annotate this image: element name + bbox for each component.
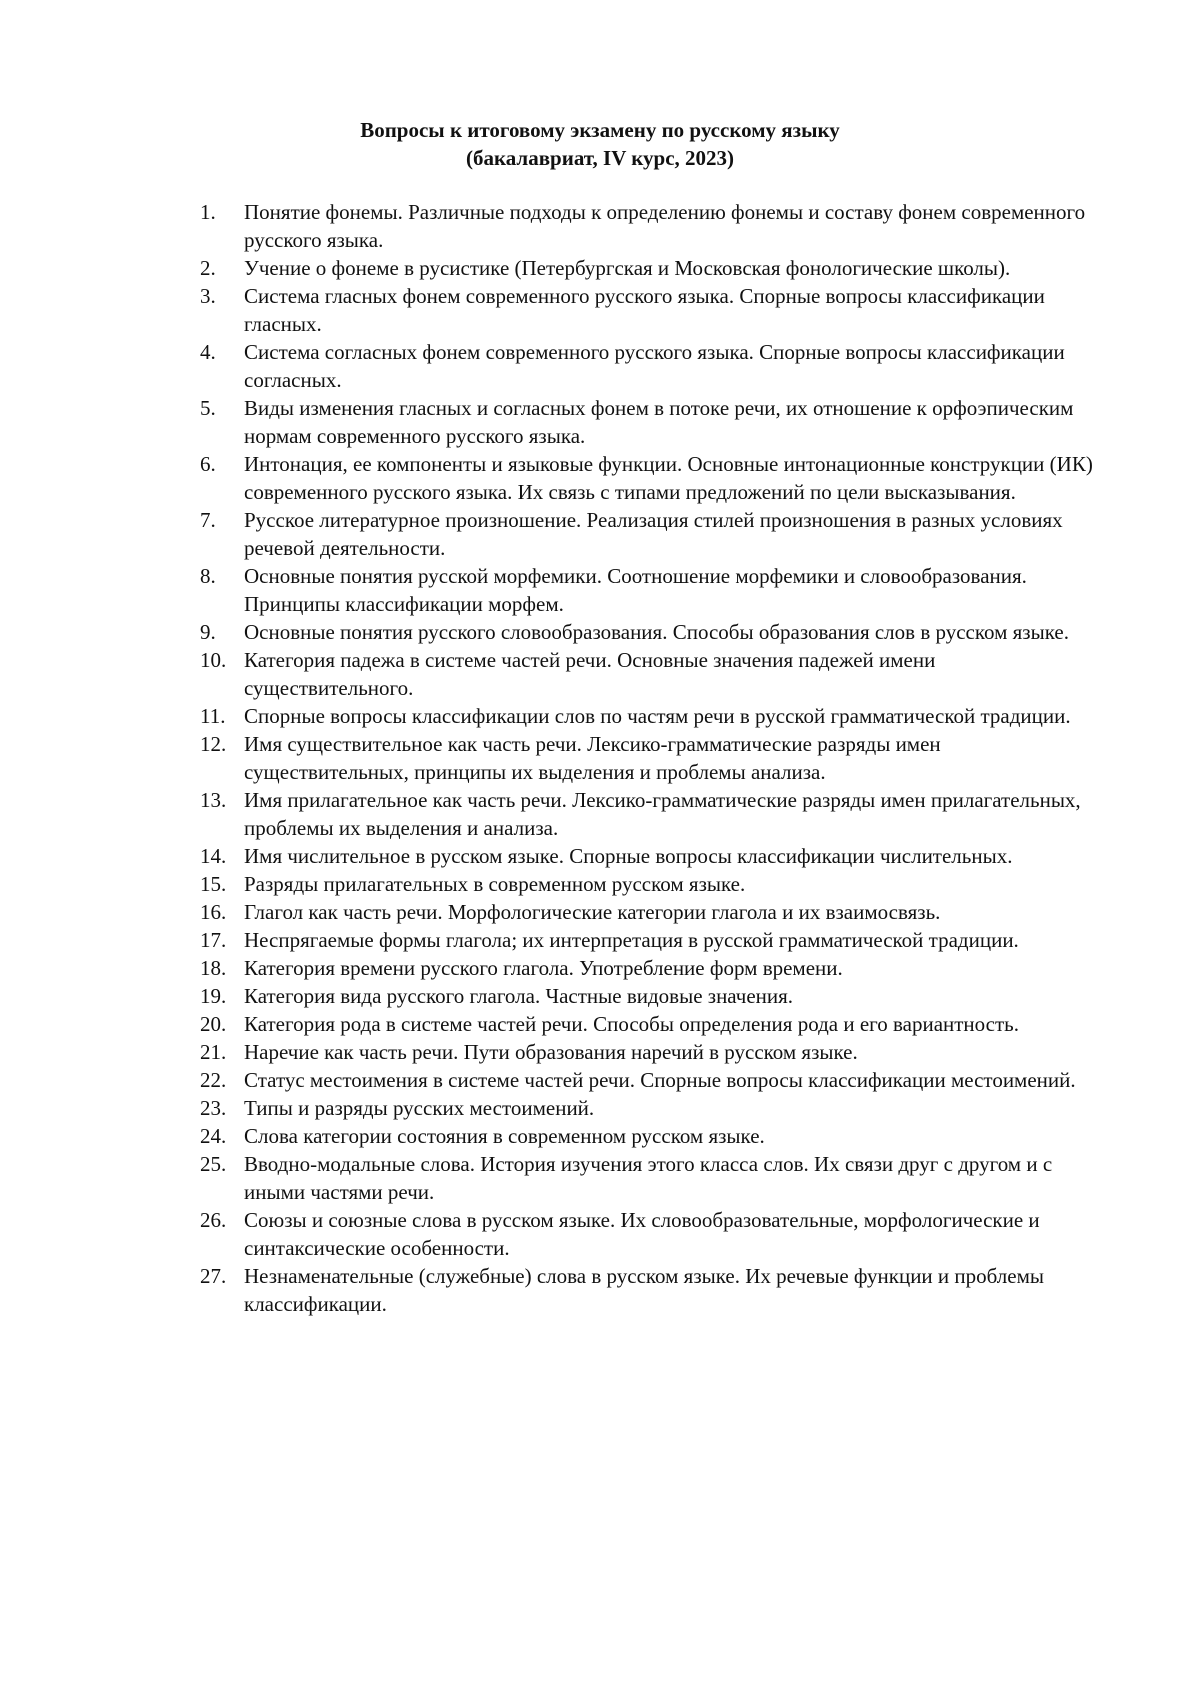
list-item [200, 646, 1100, 702]
list-item [200, 1066, 1100, 1094]
item-number: 20. [200, 1012, 227, 1036]
list-item [200, 730, 1100, 786]
item-number: 27. [200, 1264, 227, 1288]
list-item [200, 702, 1100, 730]
item-number: 1. [200, 200, 216, 224]
item-number: 18. [200, 956, 227, 980]
list-item [200, 1206, 1100, 1262]
item-number: 12. [200, 732, 227, 756]
document-title [0, 116, 1200, 172]
item-text: Слова категории состояния в современном русском языке. [244, 1124, 765, 1148]
item-number: 25. [200, 1152, 227, 1176]
item-text: Система согласных фонем современного русского языка. Спорные вопросы классификации согласных. [244, 340, 1065, 392]
item-text: Категория вида русского глагола. Частные видовые значения. [244, 984, 794, 1008]
list-item [200, 562, 1100, 618]
list-item [200, 842, 1100, 870]
item-text: Типы и разряды русских местоимений. [244, 1096, 595, 1120]
item-number: 15. [200, 872, 227, 896]
item-number: 21. [200, 1040, 227, 1064]
list-item [200, 1038, 1100, 1066]
item-text: Разряды прилагательных в современном русском языке. [244, 872, 746, 896]
item-text: Вводно-модальные слова. История изучения этого класса слов. Их связи друг с другом и с иными частями речи. [244, 1152, 1053, 1204]
item-number: 24. [200, 1124, 227, 1148]
item-number: 22. [200, 1068, 227, 1092]
item-text: Имя числительное в русском языке. Спорные вопросы классификации числительных. [244, 844, 1013, 868]
item-text: Категория падежа в системе частей речи. Основные значения падежей имени существительного. [244, 648, 936, 700]
item-text: Незнаменательные (служебные) слова в русском языке. Их речевые функции и проблемы классификации. [244, 1264, 1045, 1316]
item-number: 13. [200, 788, 227, 812]
item-text: Спорные вопросы классификации слов по частям речи в русской грамматической традиции. [244, 704, 1071, 728]
list-item [200, 282, 1100, 338]
list-item [200, 1094, 1100, 1122]
list-item [200, 926, 1100, 954]
list-item [200, 786, 1100, 842]
item-number: 19. [200, 984, 227, 1008]
item-text: Союзы и союзные слова в русском языке. Их словообразовательные, морфологические и синтаксические особенности. [244, 1208, 1040, 1260]
item-text: Виды изменения гласных и согласных фонем в потоке речи, их отношение к орфоэпическим нормам современного русского языка. [244, 396, 1074, 448]
item-text: Имя существительное как часть речи. Лексико-грамматические разряды имен существительных, принципы их выделения и проблемы анализа. [244, 732, 941, 784]
item-text: Учение о фонеме в русистике (Петербургская и Московская фонологические школы). [244, 256, 1011, 280]
item-number: 14. [200, 844, 227, 868]
list-item [200, 954, 1100, 982]
item-number: 23. [200, 1096, 227, 1120]
list-item [200, 618, 1100, 646]
list-item [200, 394, 1100, 450]
item-number: 10. [200, 648, 227, 672]
item-text: Русское литературное произношение. Реализация стилей произношения в разных условиях речевой деятельности. [244, 508, 1063, 560]
list-item [200, 506, 1100, 562]
item-text: Категория времени русского глагола. Употребление форм времени. [244, 956, 843, 980]
list-item [200, 254, 1100, 282]
item-text: Основные понятия русского словообразования. Способы образования слов в русском языке. [244, 620, 1069, 644]
list-item [200, 898, 1100, 926]
item-text: Имя прилагательное как часть речи. Лексико-грамматические разряды имен прилагательных, проблемы их выделения и анализа. [244, 788, 1081, 840]
item-number: 9. [200, 620, 216, 644]
item-number: 5. [200, 396, 216, 420]
item-number: 11. [200, 704, 226, 728]
item-number: 7. [200, 508, 216, 532]
item-text: Статус местоимения в системе частей речи. Спорные вопросы классификации местоимений. [244, 1068, 1076, 1092]
list-item [200, 870, 1100, 898]
item-number: 26. [200, 1208, 227, 1232]
item-number: 8. [200, 564, 216, 588]
list-item [200, 338, 1100, 394]
item-number: 3. [200, 284, 216, 308]
item-text: Понятие фонемы. Различные подходы к определению фонемы и составу фонем современного русского языка. [244, 200, 1086, 252]
item-text: Категория рода в системе частей речи. Способы определения рода и его вариантность. [244, 1012, 1020, 1036]
item-number: 17. [200, 928, 227, 952]
item-number: 16. [200, 900, 227, 924]
list-item [200, 1150, 1100, 1206]
item-text: Основные понятия русской морфемики. Соотношение морфемики и словообразования. Принципы классификации морфем. [244, 564, 1027, 616]
item-text: Глагол как часть речи. Морфологические категории глагола и их взаимосвязь. [244, 900, 941, 924]
item-text: Неспрягаемые формы глагола; их интерпретация в русской грамматической традиции. [244, 928, 1019, 952]
title-line-1: Вопросы к итоговому экзамену по русскому языку [360, 118, 840, 142]
item-text: Интонация, ее компоненты и языковые функции. Основные интонационные конструкции (ИК) современного русского языка. Их связь с типами предложений по цели высказывания. [244, 452, 1093, 504]
item-number: 4. [200, 340, 216, 364]
list-item [200, 1010, 1100, 1038]
list-item [200, 1122, 1100, 1150]
item-text: Наречие как часть речи. Пути образования наречий в русском языке. [244, 1040, 858, 1064]
list-item [200, 982, 1100, 1010]
list-item [200, 450, 1100, 506]
question-list [200, 198, 1100, 1318]
item-number: 6. [200, 452, 216, 476]
list-item [200, 198, 1100, 254]
item-text: Система гласных фонем современного русского языка. Спорные вопросы классификации гласных. [244, 284, 1045, 336]
title-line-2: (бакалавриат, IV курс, 2023) [465, 146, 735, 170]
item-number: 2. [200, 256, 216, 280]
list-item [200, 1262, 1100, 1318]
